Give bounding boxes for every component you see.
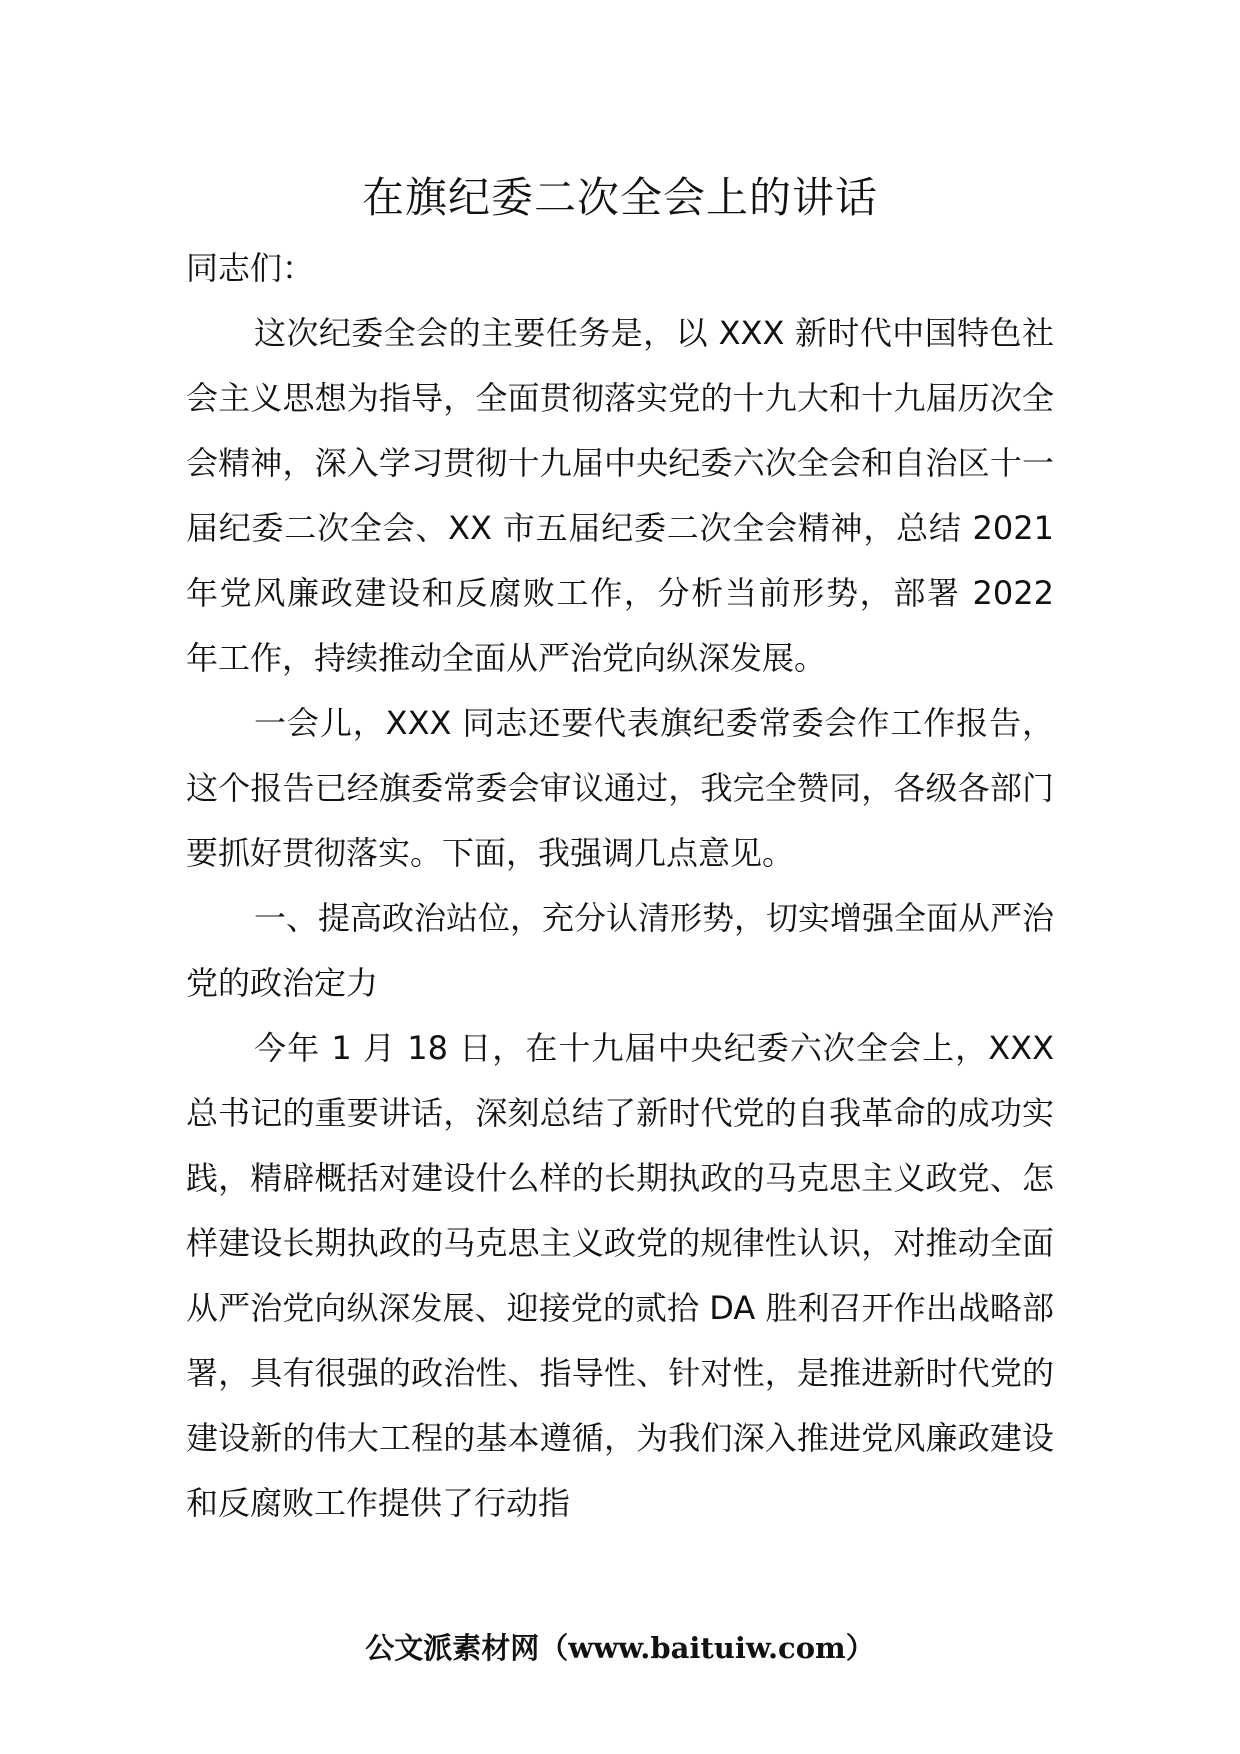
document-title: 在旗纪委二次全会上的讲话 (361, 173, 878, 222)
document-body (186, 236, 1054, 1536)
footer-watermark-text: 公文派素材网（www.baituiw.com） (365, 1631, 875, 1665)
section-heading: 一、提高政治站位，充分认清形势，切实增强全面从严治党的政治定力 (186, 899, 1055, 1002)
body-paragraph: 一会儿，XXX 同志还要代表旗纪委常委会作工作报告，这个报告已经旗委常委会审议通过，我完全赞同，各级各部门要抓好贯彻落实。下面，我强调几点意见。 (186, 704, 1054, 872)
salutation: 同志们： (186, 249, 315, 287)
body-paragraph: 今年 1 月 18 日，在十九届中央纪委六次全会上，XXX 总书记的重要讲话，深刻总结了新时代党的自我革命的成功实践，精辟概括对建设什么样的长期执政的马克思主义政党、怎样建设长期执政的马克思主义政党的规律性认识，对推动全面从严治党向纵深发展、迎接党的贰拾 DA 胜利召开作出战略部署，具有很强的政治性、指导性、针对性，是推进新时代党的建设新的伟大工程的基本遵循，为我们深入推进党风廉政建设和反腐败工作提供了行动指 (186, 1029, 1054, 1522)
body-paragraph: 这次纪委全会的主要任务是，以 XXX 新时代中国特色社会主义思想为指导，全面贯彻落实党的十九大和十九届历次全会精神，深入学习贯彻十九届中央纪委六次全会和自治区十一届纪委二次全会、XX 市五届纪委二次全会精神，总结 2021 年党风廉政建设和反腐败工作，分析当前形势，部署 2022 年工作，持续推动全面从严治党向纵深发展。 (186, 314, 1054, 677)
